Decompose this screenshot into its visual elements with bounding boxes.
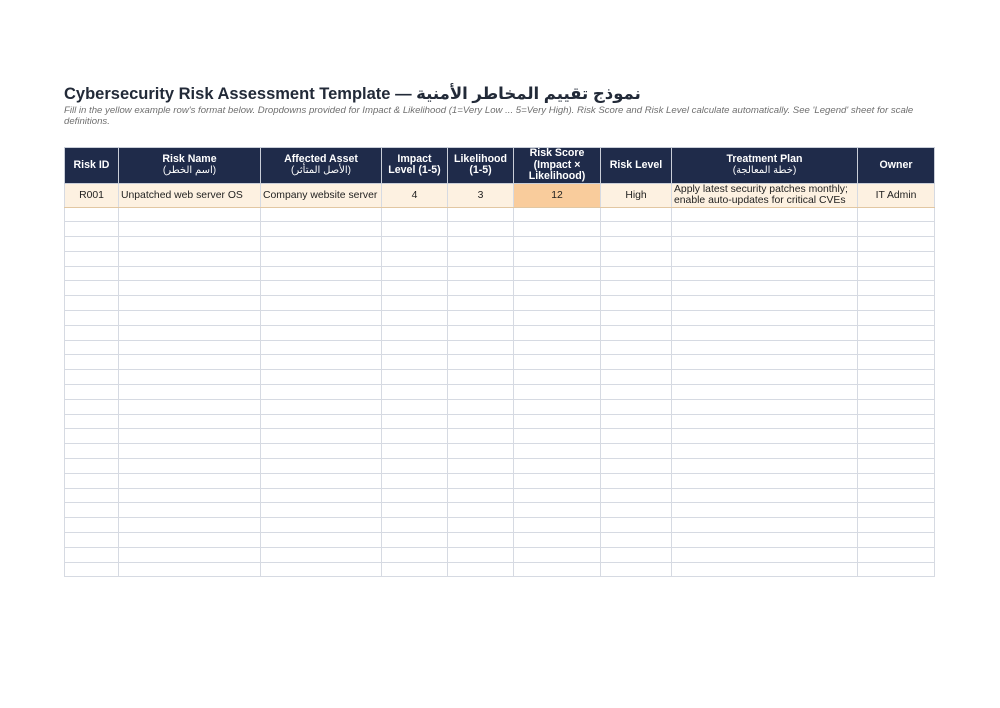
empty-cell[interactable] <box>382 429 448 444</box>
empty-cell[interactable] <box>601 429 672 444</box>
header-risk-name <box>119 148 261 184</box>
empty-cell[interactable] <box>672 399 858 414</box>
empty-cell[interactable] <box>119 311 261 326</box>
empty-cell[interactable] <box>601 399 672 414</box>
empty-cell[interactable] <box>448 547 514 562</box>
empty-cell[interactable] <box>858 385 935 400</box>
empty-row <box>65 459 935 474</box>
empty-row <box>65 562 935 577</box>
header-label: Owner <box>879 158 913 171</box>
empty-cell[interactable] <box>858 325 935 340</box>
empty-cell[interactable] <box>448 281 514 296</box>
empty-cell[interactable] <box>261 503 382 518</box>
empty-cell[interactable] <box>601 222 672 237</box>
empty-cell[interactable] <box>601 296 672 311</box>
empty-row <box>65 237 935 252</box>
empty-cell[interactable] <box>65 429 119 444</box>
empty-cell[interactable] <box>672 533 858 548</box>
empty-cell[interactable] <box>514 222 601 237</box>
empty-cell[interactable] <box>601 385 672 400</box>
empty-cell[interactable] <box>672 459 858 474</box>
empty-cell[interactable] <box>261 399 382 414</box>
empty-cell[interactable] <box>261 518 382 533</box>
empty-cell[interactable] <box>448 207 514 222</box>
header-arabic-label: (اسم الخطر) <box>162 165 217 177</box>
empty-cell[interactable] <box>601 459 672 474</box>
empty-cell[interactable] <box>514 207 601 222</box>
empty-cell[interactable] <box>382 414 448 429</box>
empty-cell[interactable] <box>858 488 935 503</box>
empty-cell[interactable] <box>672 237 858 252</box>
empty-cell[interactable] <box>261 429 382 444</box>
empty-cell[interactable] <box>601 533 672 548</box>
example-row <box>65 183 935 207</box>
empty-cell[interactable] <box>672 266 858 281</box>
header-risk-score <box>514 148 601 184</box>
empty-cell[interactable] <box>261 251 382 266</box>
empty-cell[interactable] <box>65 296 119 311</box>
empty-cell[interactable] <box>448 518 514 533</box>
header-likelihood <box>448 148 514 184</box>
empty-cell[interactable] <box>261 296 382 311</box>
empty-cell[interactable] <box>448 222 514 237</box>
empty-row <box>65 355 935 370</box>
empty-cell[interactable] <box>65 237 119 252</box>
empty-cell[interactable] <box>858 473 935 488</box>
empty-cell[interactable] <box>448 237 514 252</box>
empty-cell[interactable] <box>601 488 672 503</box>
empty-cell[interactable] <box>672 222 858 237</box>
empty-cell[interactable] <box>119 251 261 266</box>
empty-cell[interactable] <box>261 547 382 562</box>
empty-cell[interactable] <box>672 488 858 503</box>
empty-cell[interactable] <box>448 503 514 518</box>
empty-cell[interactable] <box>65 325 119 340</box>
header-label: Risk Name <box>162 152 217 165</box>
header-label: Risk Score (Impact × Likelihood) <box>528 147 586 182</box>
empty-cell[interactable] <box>119 370 261 385</box>
empty-cell[interactable] <box>448 385 514 400</box>
empty-cell[interactable] <box>65 533 119 548</box>
empty-cell[interactable] <box>65 266 119 281</box>
empty-cell[interactable] <box>858 459 935 474</box>
empty-cell[interactable] <box>382 222 448 237</box>
empty-cell[interactable] <box>448 340 514 355</box>
empty-cell[interactable] <box>119 459 261 474</box>
empty-cell[interactable] <box>601 251 672 266</box>
empty-cell[interactable] <box>382 296 448 311</box>
empty-cell[interactable] <box>514 325 601 340</box>
empty-cell[interactable] <box>448 444 514 459</box>
empty-cell[interactable] <box>672 414 858 429</box>
empty-cell[interactable] <box>514 266 601 281</box>
empty-cell[interactable] <box>382 311 448 326</box>
header-owner <box>858 148 935 184</box>
empty-cell[interactable] <box>601 503 672 518</box>
empty-cell[interactable] <box>601 473 672 488</box>
empty-cell[interactable] <box>261 459 382 474</box>
empty-cell[interactable] <box>858 562 935 577</box>
empty-cell[interactable] <box>119 518 261 533</box>
empty-cell[interactable] <box>514 473 601 488</box>
cell-risk-level[interactable]: High <box>601 183 672 207</box>
empty-row <box>65 281 935 296</box>
empty-cell[interactable] <box>382 547 448 562</box>
empty-row <box>65 414 935 429</box>
empty-cell[interactable] <box>382 503 448 518</box>
empty-cell[interactable] <box>672 518 858 533</box>
empty-cell[interactable] <box>261 488 382 503</box>
empty-cell[interactable] <box>261 325 382 340</box>
empty-cell[interactable] <box>672 370 858 385</box>
empty-cell[interactable] <box>65 355 119 370</box>
empty-cell[interactable] <box>261 311 382 326</box>
header-arabic-label: (خطة المعالجة) <box>732 165 797 177</box>
document-header <box>64 84 934 127</box>
empty-cell[interactable] <box>119 488 261 503</box>
empty-cell[interactable] <box>119 533 261 548</box>
header-label: Risk Level <box>609 158 663 171</box>
header-impact-level <box>382 148 448 184</box>
empty-cell[interactable] <box>65 385 119 400</box>
empty-cell[interactable] <box>858 547 935 562</box>
empty-row <box>65 444 935 459</box>
empty-row <box>65 399 935 414</box>
cell-treatment-plan[interactable]: Apply latest security patches monthly; enable auto-updates for critical CVEs <box>672 183 858 207</box>
empty-cell[interactable] <box>261 340 382 355</box>
empty-cell[interactable] <box>448 251 514 266</box>
empty-cell[interactable] <box>119 444 261 459</box>
empty-cell[interactable] <box>261 473 382 488</box>
empty-cell[interactable] <box>382 281 448 296</box>
empty-cell[interactable] <box>858 414 935 429</box>
empty-cell[interactable] <box>514 399 601 414</box>
empty-cell[interactable] <box>119 281 261 296</box>
empty-cell[interactable] <box>448 429 514 444</box>
empty-cell[interactable] <box>672 385 858 400</box>
empty-cell[interactable] <box>858 340 935 355</box>
empty-cell[interactable] <box>448 473 514 488</box>
header-label: Risk ID <box>73 158 110 171</box>
risk-register-table <box>64 147 935 577</box>
cell-risk-score[interactable]: 12 <box>514 183 601 207</box>
empty-cell[interactable] <box>448 399 514 414</box>
empty-row <box>65 222 935 237</box>
empty-cell[interactable] <box>119 222 261 237</box>
empty-cell[interactable] <box>65 444 119 459</box>
instructions-text: Fill in the yellow example row's format below. Dropdowns provided for Impact & Likelihood (1=Very Low ... 5=Very High). Risk Score and Risk Level calculate automatically. See 'Legend' sheet for scale definitions. <box>64 105 914 127</box>
empty-cell[interactable] <box>601 325 672 340</box>
empty-cell[interactable] <box>672 340 858 355</box>
empty-cell[interactable] <box>382 399 448 414</box>
empty-cell[interactable] <box>119 207 261 222</box>
empty-cell[interactable] <box>382 444 448 459</box>
cell-impact-dropdown[interactable]: 4 <box>382 183 448 207</box>
empty-cell[interactable] <box>119 325 261 340</box>
empty-cell[interactable] <box>382 251 448 266</box>
empty-cell[interactable] <box>672 311 858 326</box>
empty-cell[interactable] <box>858 503 935 518</box>
empty-cell[interactable] <box>382 488 448 503</box>
empty-row <box>65 325 935 340</box>
cell-likelihood-dropdown[interactable]: 3 <box>448 183 514 207</box>
empty-cell[interactable] <box>672 355 858 370</box>
empty-cell[interactable] <box>65 222 119 237</box>
empty-cell[interactable] <box>601 547 672 562</box>
empty-cell[interactable] <box>65 518 119 533</box>
empty-cell[interactable] <box>448 355 514 370</box>
header-risk-level <box>601 148 672 184</box>
header-label: Likelihood (1-5) <box>454 152 507 177</box>
empty-cell[interactable] <box>672 503 858 518</box>
empty-cell[interactable] <box>448 533 514 548</box>
empty-cell[interactable] <box>382 207 448 222</box>
empty-cell[interactable] <box>382 385 448 400</box>
empty-cell[interactable] <box>858 281 935 296</box>
empty-cell[interactable] <box>382 562 448 577</box>
empty-cell[interactable] <box>672 429 858 444</box>
empty-cell[interactable] <box>601 355 672 370</box>
empty-cell[interactable] <box>119 503 261 518</box>
empty-cell[interactable] <box>448 296 514 311</box>
empty-cell[interactable] <box>672 562 858 577</box>
empty-cell[interactable] <box>514 237 601 252</box>
empty-cell[interactable] <box>65 503 119 518</box>
empty-cell[interactable] <box>65 281 119 296</box>
empty-cell[interactable] <box>601 518 672 533</box>
empty-row <box>65 533 935 548</box>
empty-cell[interactable] <box>601 281 672 296</box>
empty-cell[interactable] <box>672 207 858 222</box>
empty-cell[interactable] <box>382 340 448 355</box>
empty-cell[interactable] <box>65 370 119 385</box>
empty-cell[interactable] <box>601 340 672 355</box>
empty-cell[interactable] <box>65 340 119 355</box>
empty-cell[interactable] <box>514 385 601 400</box>
empty-cell[interactable] <box>119 547 261 562</box>
empty-cell[interactable] <box>119 340 261 355</box>
empty-row <box>65 207 935 222</box>
empty-cell[interactable] <box>858 533 935 548</box>
empty-row <box>65 370 935 385</box>
empty-cell[interactable] <box>858 355 935 370</box>
empty-cell[interactable] <box>514 503 601 518</box>
empty-cell[interactable] <box>448 266 514 281</box>
empty-cell[interactable] <box>672 251 858 266</box>
empty-cell[interactable] <box>448 311 514 326</box>
empty-cell[interactable] <box>261 281 382 296</box>
empty-cell[interactable] <box>382 518 448 533</box>
empty-row <box>65 266 935 281</box>
empty-cell[interactable] <box>261 562 382 577</box>
empty-cell[interactable] <box>382 325 448 340</box>
empty-cell[interactable] <box>119 355 261 370</box>
empty-cell[interactable] <box>382 237 448 252</box>
empty-row <box>65 340 935 355</box>
empty-cell[interactable] <box>601 266 672 281</box>
empty-row <box>65 547 935 562</box>
empty-cell[interactable] <box>672 281 858 296</box>
empty-row <box>65 518 935 533</box>
empty-cell[interactable] <box>65 311 119 326</box>
empty-cell[interactable] <box>261 222 382 237</box>
empty-cell[interactable] <box>858 222 935 237</box>
empty-cell[interactable] <box>514 459 601 474</box>
empty-cell[interactable] <box>119 473 261 488</box>
empty-cell[interactable] <box>119 266 261 281</box>
empty-cell[interactable] <box>601 444 672 459</box>
empty-cell[interactable] <box>858 296 935 311</box>
empty-cell[interactable] <box>601 562 672 577</box>
empty-cell[interactable] <box>261 444 382 459</box>
empty-cell[interactable] <box>448 370 514 385</box>
empty-row <box>65 251 935 266</box>
empty-cell[interactable] <box>261 414 382 429</box>
empty-cell[interactable] <box>672 547 858 562</box>
cell-affected-asset[interactable]: Company website server <box>261 183 382 207</box>
empty-cell[interactable] <box>601 311 672 326</box>
empty-cell[interactable] <box>858 237 935 252</box>
empty-cell[interactable] <box>514 444 601 459</box>
empty-cell[interactable] <box>858 518 935 533</box>
empty-cell[interactable] <box>858 429 935 444</box>
empty-cell[interactable] <box>672 296 858 311</box>
empty-cell[interactable] <box>601 414 672 429</box>
empty-cell[interactable] <box>65 562 119 577</box>
empty-cell[interactable] <box>119 414 261 429</box>
empty-row <box>65 473 935 488</box>
empty-cell[interactable] <box>514 340 601 355</box>
empty-cell[interactable] <box>514 562 601 577</box>
empty-cell[interactable] <box>448 414 514 429</box>
empty-cell[interactable] <box>65 488 119 503</box>
empty-cell[interactable] <box>261 237 382 252</box>
empty-cell[interactable] <box>261 266 382 281</box>
empty-cell[interactable] <box>858 370 935 385</box>
empty-cell[interactable] <box>858 311 935 326</box>
empty-cell[interactable] <box>261 533 382 548</box>
empty-cell[interactable] <box>858 266 935 281</box>
empty-cell[interactable] <box>382 370 448 385</box>
empty-row <box>65 503 935 518</box>
empty-cell[interactable] <box>119 296 261 311</box>
empty-cell[interactable] <box>672 473 858 488</box>
cell-risk-id[interactable]: R001 <box>65 183 119 207</box>
empty-cell[interactable] <box>65 399 119 414</box>
empty-cell[interactable] <box>382 266 448 281</box>
empty-row <box>65 296 935 311</box>
header-affected-asset <box>261 148 382 184</box>
header-row <box>65 148 935 184</box>
empty-cell[interactable] <box>119 399 261 414</box>
cell-risk-name[interactable]: Unpatched web server OS <box>119 183 261 207</box>
empty-cell[interactable] <box>65 414 119 429</box>
empty-cell[interactable] <box>601 237 672 252</box>
empty-row <box>65 385 935 400</box>
empty-cell[interactable] <box>514 370 601 385</box>
header-label: Impact Level (1-5) <box>388 152 441 177</box>
empty-cell[interactable] <box>119 237 261 252</box>
header-label: Affected Asset <box>284 152 358 165</box>
empty-cell[interactable] <box>261 370 382 385</box>
empty-cell[interactable] <box>514 518 601 533</box>
header-risk-id <box>65 148 119 184</box>
empty-cell[interactable] <box>601 370 672 385</box>
empty-cell[interactable] <box>382 473 448 488</box>
header-label: Treatment Plan <box>726 152 803 165</box>
header-arabic-label: (الأصل المتأثر) <box>291 165 351 177</box>
document-title: Cybersecurity Risk Assessment Template — نموذج تقييم المخاطر الأمنية <box>64 85 641 103</box>
empty-cell[interactable] <box>858 207 935 222</box>
empty-cell[interactable] <box>448 562 514 577</box>
empty-cell[interactable] <box>119 562 261 577</box>
empty-cell[interactable] <box>382 533 448 548</box>
empty-cell[interactable] <box>514 533 601 548</box>
empty-row <box>65 488 935 503</box>
empty-cell[interactable] <box>448 488 514 503</box>
empty-cell[interactable] <box>119 429 261 444</box>
empty-cell[interactable] <box>65 547 119 562</box>
empty-row <box>65 429 935 444</box>
empty-cell[interactable] <box>672 444 858 459</box>
empty-cell[interactable] <box>858 444 935 459</box>
empty-cell[interactable] <box>514 414 601 429</box>
empty-cell[interactable] <box>514 311 601 326</box>
empty-cell[interactable] <box>261 355 382 370</box>
empty-cell[interactable] <box>858 251 935 266</box>
empty-row <box>65 311 935 326</box>
empty-cell[interactable] <box>514 429 601 444</box>
empty-cell[interactable] <box>119 385 261 400</box>
empty-cell[interactable] <box>65 207 119 222</box>
cell-owner[interactable]: IT Admin <box>858 183 935 207</box>
empty-cell[interactable] <box>858 399 935 414</box>
empty-cell[interactable] <box>514 251 601 266</box>
empty-cell[interactable] <box>514 296 601 311</box>
empty-cell[interactable] <box>65 473 119 488</box>
empty-cell[interactable] <box>448 459 514 474</box>
empty-cell[interactable] <box>261 385 382 400</box>
empty-cell[interactable] <box>514 547 601 562</box>
empty-cell[interactable] <box>601 207 672 222</box>
empty-cell[interactable] <box>382 355 448 370</box>
empty-cell[interactable] <box>382 459 448 474</box>
empty-cell[interactable] <box>65 459 119 474</box>
empty-cell[interactable] <box>448 325 514 340</box>
empty-cell[interactable] <box>65 251 119 266</box>
header-treatment-plan <box>672 148 858 184</box>
empty-cell[interactable] <box>514 488 601 503</box>
empty-cell[interactable] <box>514 355 601 370</box>
empty-cell[interactable] <box>672 325 858 340</box>
empty-cell[interactable] <box>514 281 601 296</box>
empty-cell[interactable] <box>261 207 382 222</box>
